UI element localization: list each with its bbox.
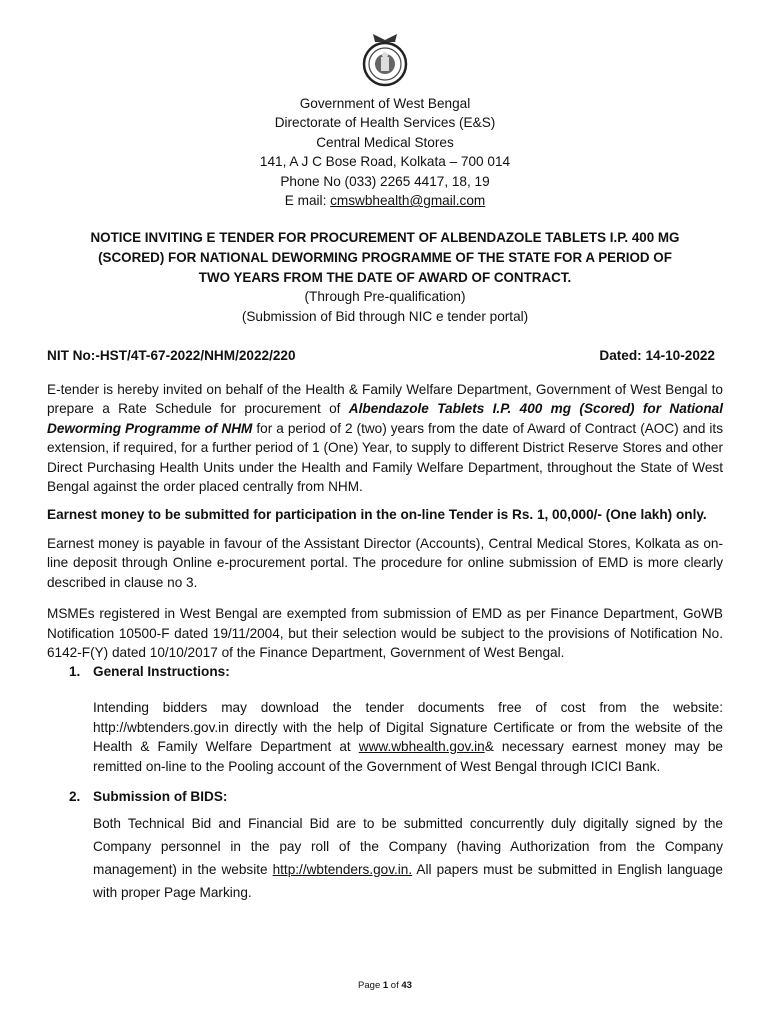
- email-link[interactable]: cmswbhealth@gmail.com: [330, 193, 486, 209]
- wbhealth-link[interactable]: www.wbhealth.gov.in: [358, 739, 485, 755]
- email-label: E mail:: [284, 193, 331, 209]
- section-1-text-b: & necessary earnest money may be remitted on-line to the Pooling account of the Government of West Bengal through ICICI Bank.: [93, 739, 723, 774]
- section-2-heading: [69, 789, 723, 804]
- page-total: 43: [401, 980, 412, 991]
- intro-item-name: Albendazole Tablets I.P. 400 mg (Scored) for National Deworming Programme of NHM: [47, 401, 724, 436]
- nit-number: NIT No:-HST/4T-67-2022/NHM/2022/220: [47, 348, 296, 364]
- page-label: Page: [358, 980, 383, 991]
- section-2-title: Submission of BIDS:: [93, 788, 228, 804]
- section-1-number: 1.: [69, 664, 81, 680]
- title-subtitle-2: (Submission of Bid through NIC e tender portal): [241, 308, 529, 324]
- header-government: Government of West Bengal: [299, 96, 471, 111]
- nit-date: Dated: 14-10-2022: [599, 348, 715, 364]
- page-current: 1: [382, 980, 389, 991]
- section-1-heading: [69, 664, 723, 679]
- document-page: [47, 30, 723, 904]
- government-emblem-seal: [359, 30, 411, 88]
- section-2-text-b: All papers must be submitted in English language with proper Page Marking.: [93, 861, 723, 900]
- header-directorate: Directorate of Health Services (E&S): [274, 115, 496, 131]
- title-subtitle-1: (Through Pre-qualification): [304, 289, 466, 305]
- section-1-title: General Instructions:: [93, 664, 230, 680]
- section-1-text-a: Intending bidders may download the tender documents free of cost from the website: http://wbtenders.gov.in directly with the help of Digital Signature Certificate or from the website of the Health & Family Welfare Department at: [93, 700, 723, 755]
- notice-title: [47, 228, 723, 287]
- intro-text-a: E-tender is hereby invited on behalf of the Health & Family Welfare Department, Government of West Bengal to prepare a Rate Schedule for procurement of: [47, 382, 723, 417]
- header-address: 141, A J C Bose Road, Kolkata – 700 014: [259, 154, 511, 170]
- title-line-3: TWO YEARS FROM THE DATE OF AWARD OF CONTRACT.: [198, 269, 572, 285]
- title-line-2: (SCORED) FOR NATIONAL DEWORMING PROGRAMME OF THE STATE FOR A PERIOD OF: [98, 250, 672, 266]
- section-2-text-a: Both Technical Bid and Financial Bid are to be submitted concurrently duly digitally signed by the Company personnel in the pay roll of the Company (having Authorization from the Company management) in the website: [93, 815, 723, 877]
- section-2-number: 2.: [69, 788, 81, 804]
- section-1-body: [93, 698, 723, 776]
- nit-row: [47, 348, 723, 363]
- page-footer: [0, 980, 770, 991]
- emd-payment-paragraph: Earnest money is payable in favour of the Assistant Director (Accounts), Central Medical Stores, Kolkata as on-line deposit through Online e-procurement portal. The procedure for online submission of EMD is more clearly described in clause no 3.: [47, 535, 723, 590]
- header-email-line: [47, 191, 723, 210]
- page-of-label: of: [388, 980, 402, 991]
- intro-text-c: for a period of 2 (two) years from the date of Award of Contract (AOC) and its extension, if required, for a further period of 1 (One) Year, to supply to different District Reserve Stores and other Direct Purchasing Health Units under the Health and Family Welfare Department, throughout the State of West Bengal against the order placed centrally from NHM.: [47, 420, 723, 495]
- wbtenders-link[interactable]: http://wbtenders.gov.in.: [272, 861, 413, 877]
- title-line-1: NOTICE INVITING E TENDER FOR PROCUREMENT OF ALBENDAZOLE TABLETS I.P. 400 MG: [90, 230, 680, 246]
- header-phone: Phone No (033) 2265 4417, 18, 19: [280, 173, 490, 189]
- earnest-money-paragraph: Earnest money to be submitted for participation in the on-line Tender is Rs. 1, 00,000/- (One lakh) only.: [47, 507, 707, 523]
- msme-exemption-paragraph: MSMEs registered in West Bengal are exempted from submission of EMD as per Finance Department, GoWB Notification 10500-F dated 19/11/2004, but their selection would be subject to the provisions of Notification No. 6142-F(Y) dated 10/10/2017 of the Finance Department, Government of West Bengal.: [47, 606, 723, 660]
- section-2-body: [93, 812, 723, 904]
- intro-paragraph: [47, 380, 723, 496]
- header-office: Central Medical Stores: [316, 134, 454, 150]
- issuer-header: [47, 94, 723, 210]
